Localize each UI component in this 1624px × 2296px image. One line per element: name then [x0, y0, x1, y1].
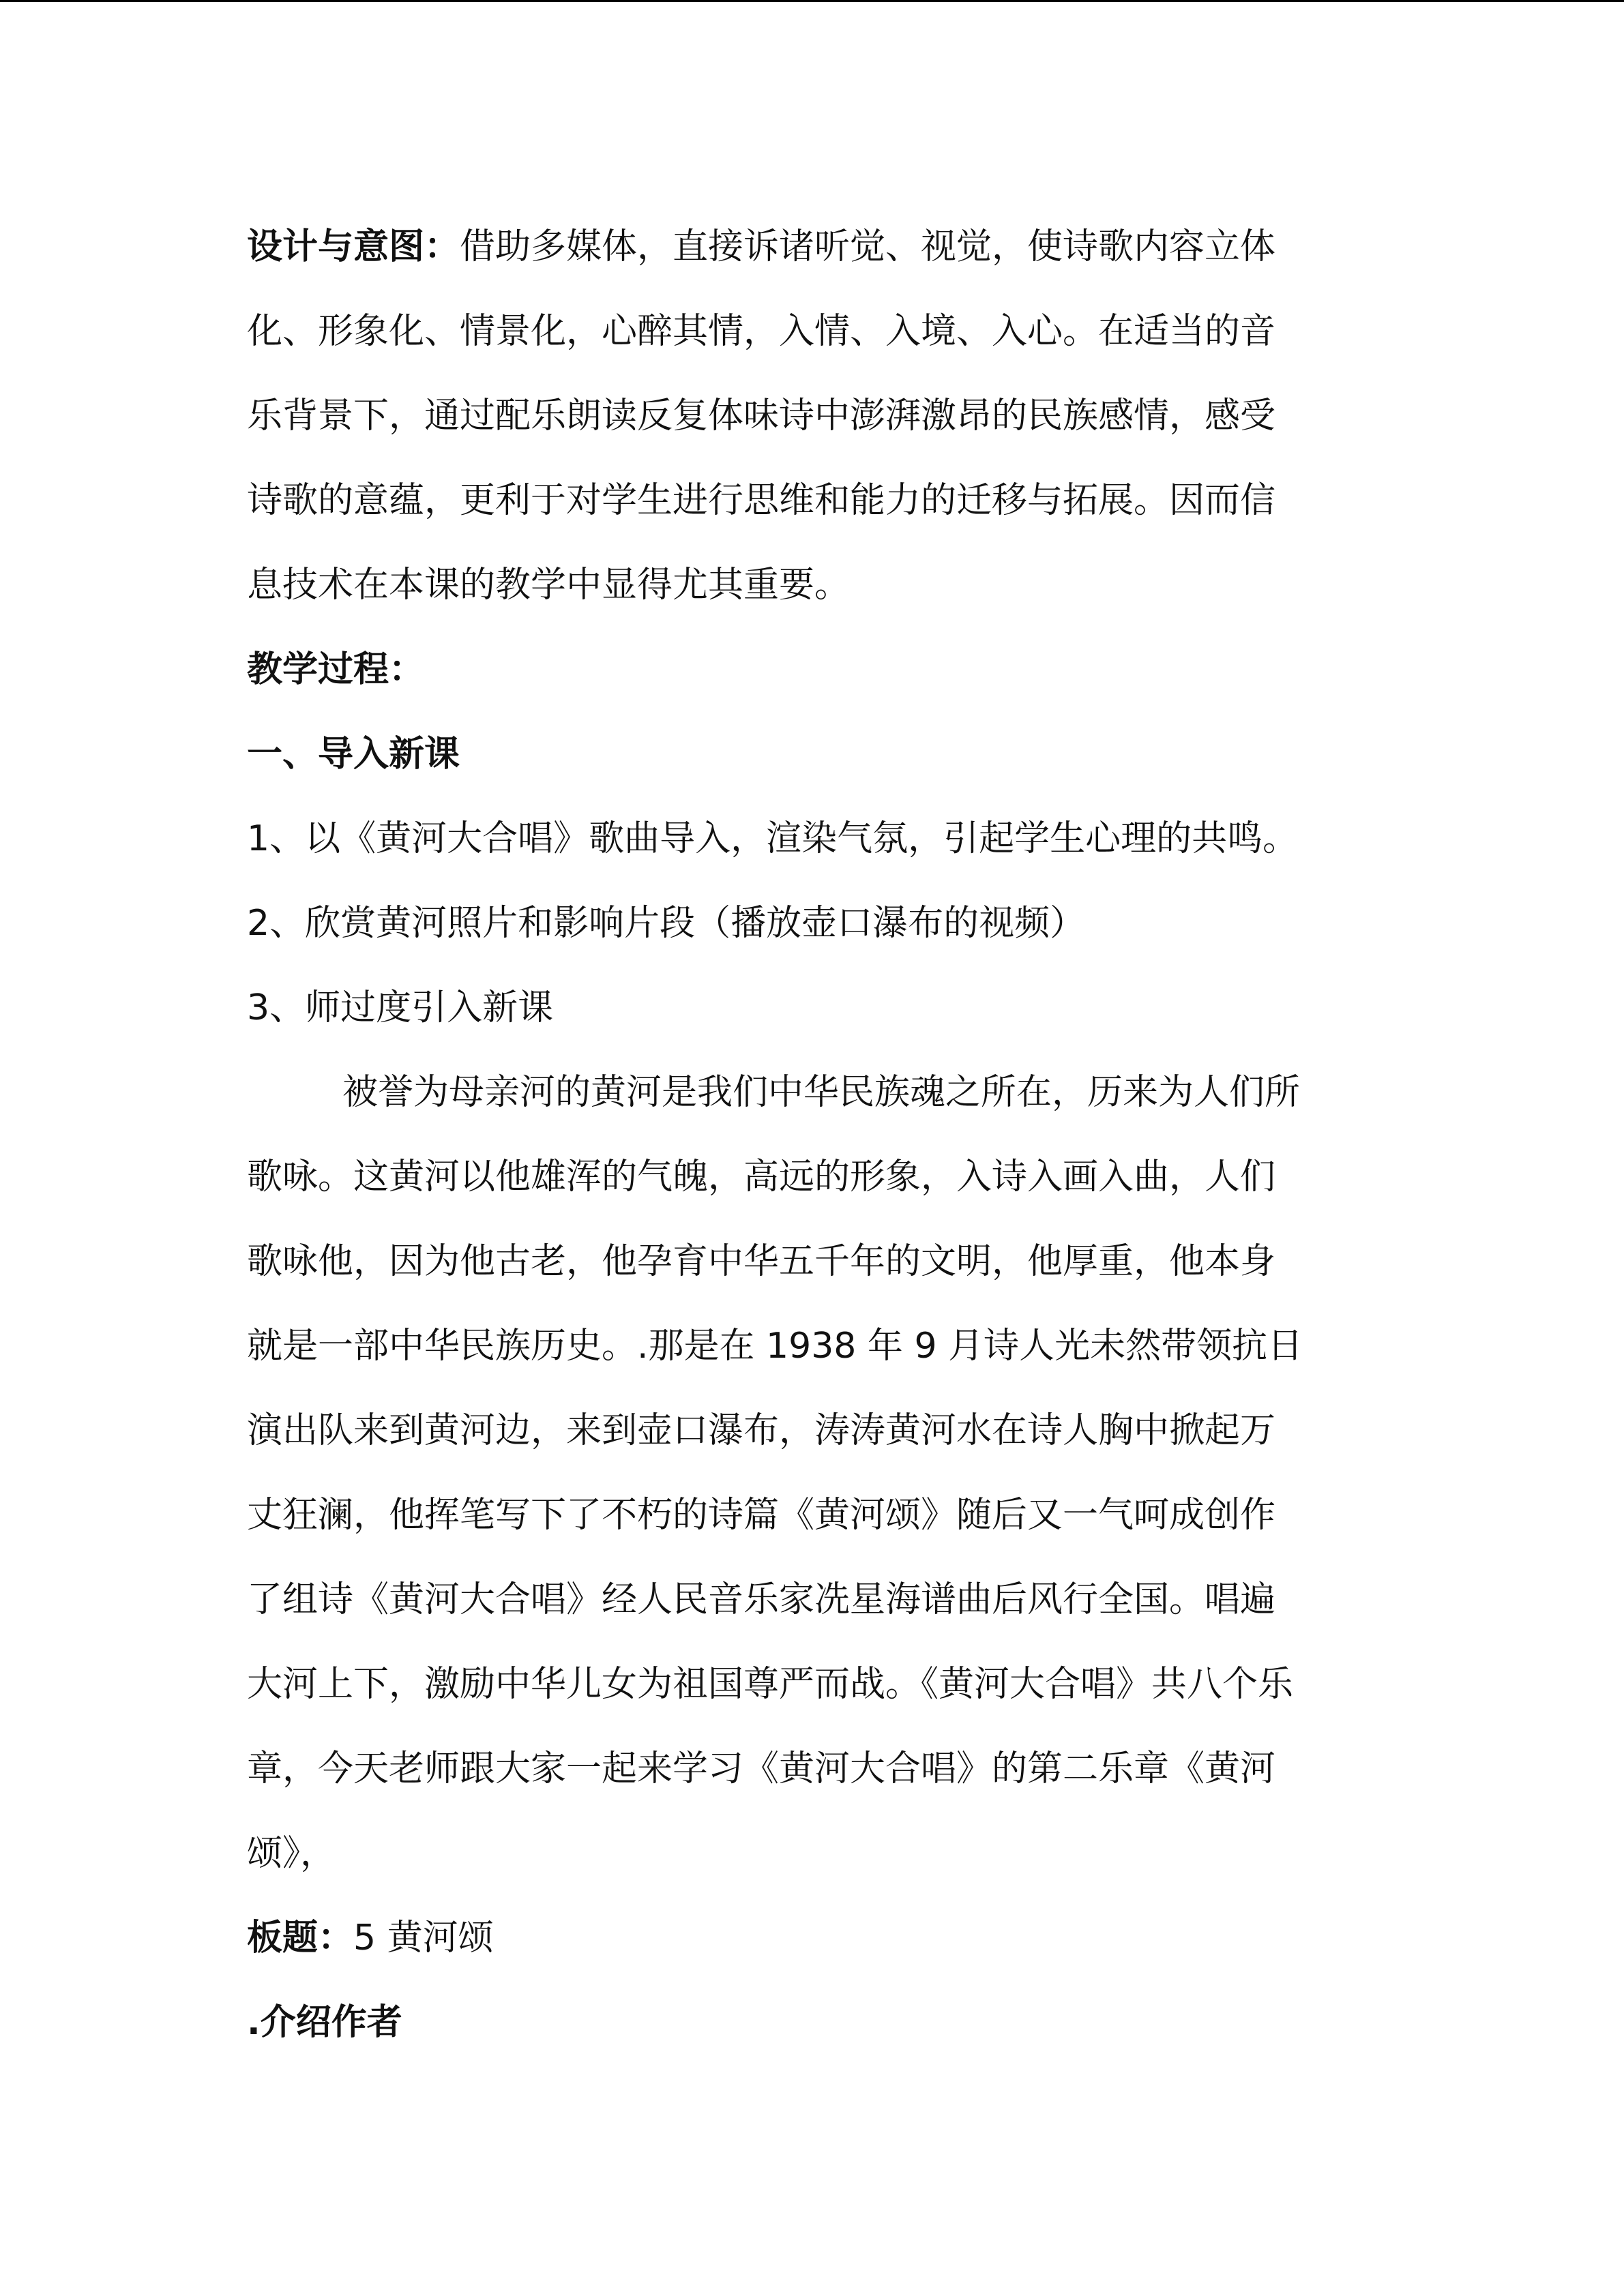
intro-paragraph-line-3: 歌咏他，因为他古老，他孕育中华五千年的文明，他厚重，他本身 [247, 1241, 1276, 1282]
design-intent-line-1 [247, 205, 1379, 289]
document-page [247, 205, 1379, 2065]
intro-paragraph-line-2: 歌咏。这黄河以他雄浑的气魄，高远的形象，入诗入画入曲，人们 [247, 1157, 1276, 1197]
intro-paragraph-line-5: 演出队来到黄河边，来到壶口瀑布，涛涛黄河水在诗人胸中掀起万 [247, 1410, 1276, 1451]
board-title-label: 板题： [247, 1918, 354, 1958]
intro-paragraph-line-8: 大河上下，激励中华儿女为祖国尊严而战。《黄河大合唱》共八个乐 [247, 1664, 1294, 1705]
board-title-line [247, 1896, 1379, 1980]
intro-paragraph-line-10: 颂》， [247, 1833, 336, 1874]
step-3: 3、师过度引入新课 [247, 987, 554, 1028]
design-intent-line-4: 诗歌的意蕴，更利于对学生进行思维和能力的迁移与拓展。因而信 [247, 480, 1276, 521]
design-intent-line-5: 息技术在本课的教学中显得尤其重要。 [247, 565, 851, 606]
design-intent-label: 设计与意图： [247, 226, 460, 267]
author-heading: .介绍作者 [247, 2002, 402, 2043]
design-intent-line-2: 化、形象化、情景化，心醉其情，入情、入境、入心。在适当的音 [247, 311, 1276, 352]
intro-paragraph-line-9: 章，今天老师跟大家一起来学习《黄河大合唱》的第二乐章《黄河 [247, 1748, 1276, 1789]
step-1: 1、以《黄河大合唱》歌曲导入，渲染气氛，引起学生心理的共鸣。 [247, 818, 1299, 859]
intro-paragraph-line-6: 丈狂澜，他挥笔写下了不朽的诗篇《黄河颂》随后又一气呵成创作 [247, 1495, 1276, 1536]
teaching-process-heading: 教学过程： [247, 649, 425, 690]
intro-paragraph-line-7: 了组诗《黄河大合唱》经人民音乐家冼星海谱曲后风行全国。唱遍 [247, 1579, 1276, 1620]
board-title-value: 5 黄河颂 [353, 1918, 494, 1958]
design-intent-line-3: 乐背景下，通过配乐朗读反复体味诗中澎湃激昂的民族感情，感受 [247, 396, 1276, 436]
intro-paragraph-line-1: 被誉为母亲河的黄河是我们中华民族魂之所在，历来为人们所 [342, 1072, 1301, 1113]
page-top-border [0, 0, 1624, 2]
intro-paragraph-line-4: 就是一部中华民族历史。.那是在 1938 年 9 月诗人光未然带领抗日 [247, 1326, 1303, 1367]
design-intent-text: 借助多媒体，直接诉诸听觉、视觉，使诗歌内容立体 [460, 226, 1276, 267]
step-2: 2、欣赏黄河照片和影响片段（播放壶口瀑布的视频） [247, 903, 1086, 944]
section-one-heading: 一、导入新课 [247, 734, 460, 775]
